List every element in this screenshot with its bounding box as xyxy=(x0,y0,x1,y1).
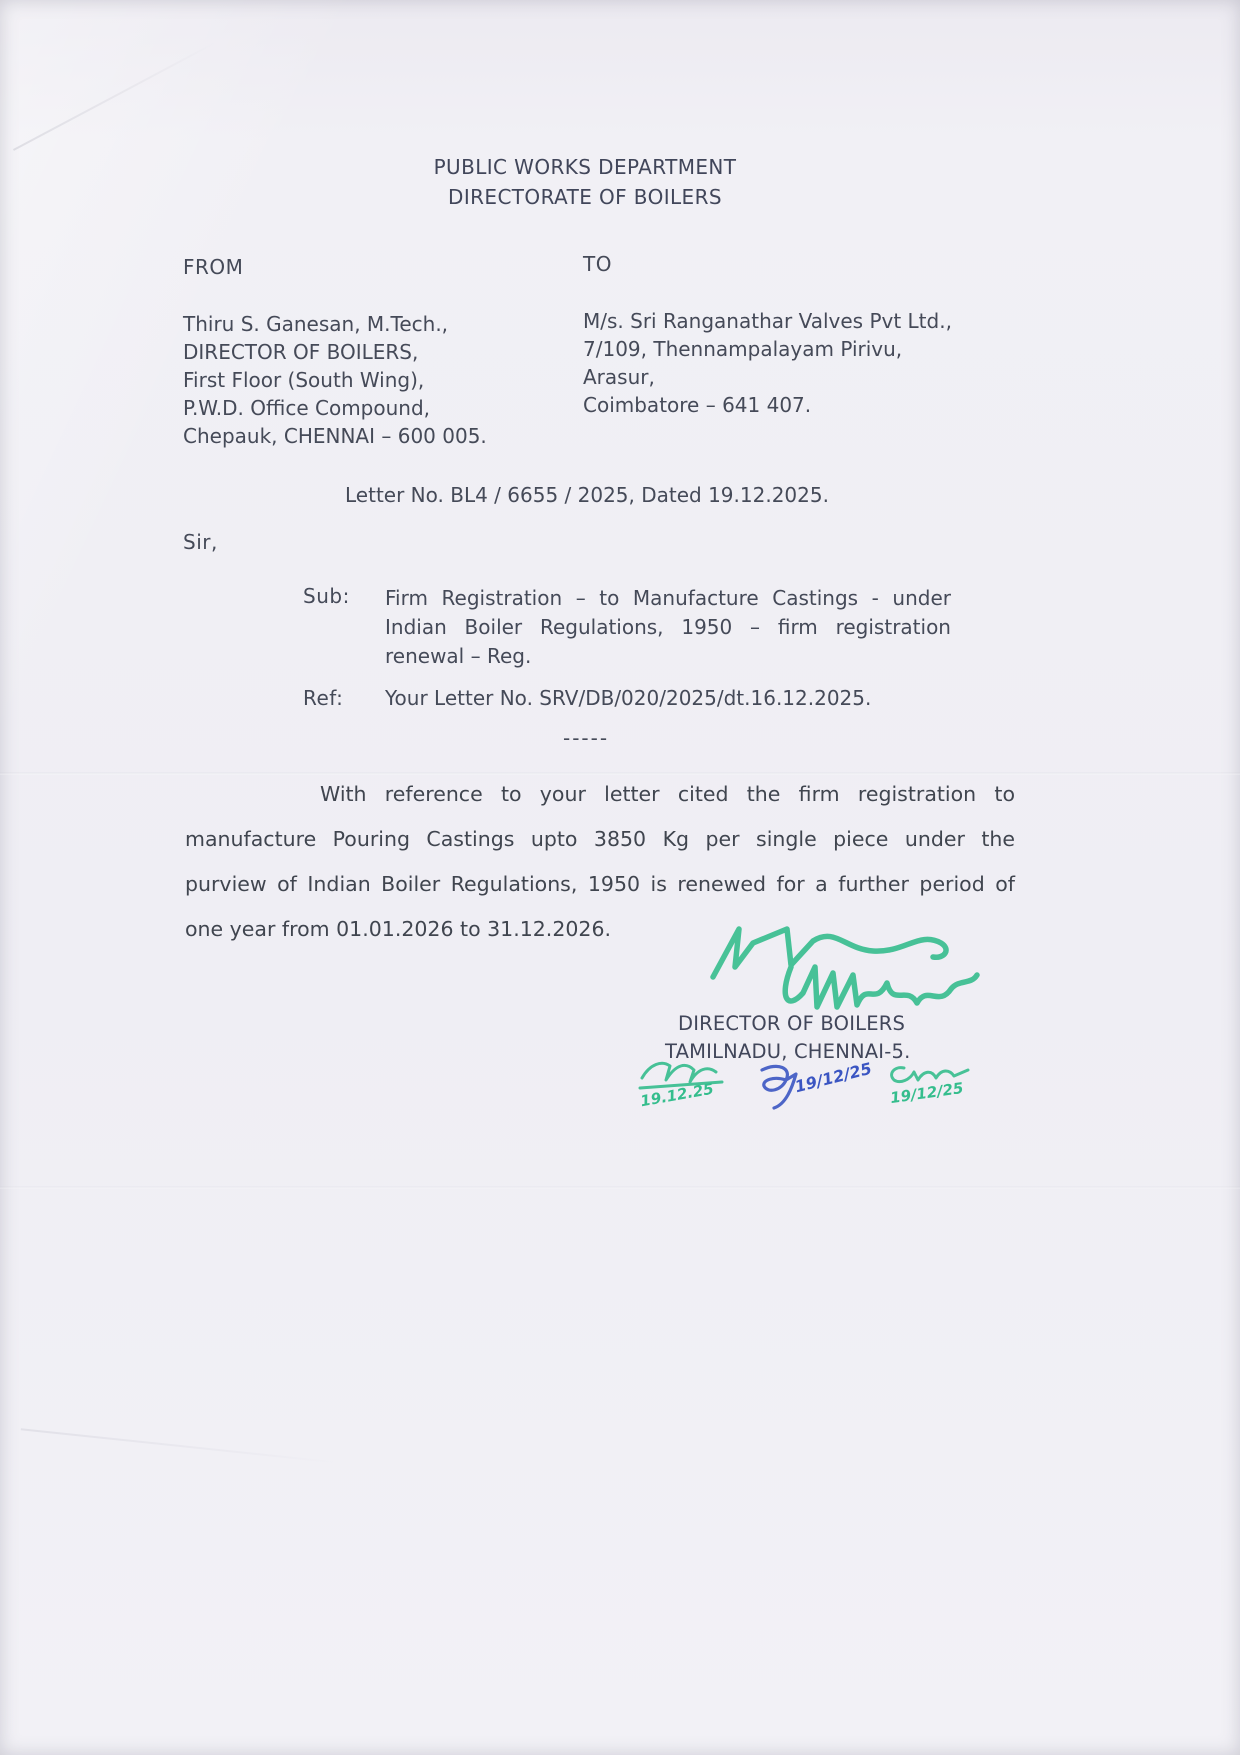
paper-crease xyxy=(21,1428,339,1463)
signatory-location: TAMILNADU, CHENNAI-5. xyxy=(665,1040,911,1063)
body-line: With reference to your letter cited the firm registration to xyxy=(320,782,1015,806)
directorate-title: DIRECTORATE OF BOILERS xyxy=(448,185,722,209)
reference-label: Ref: xyxy=(303,686,344,710)
initials-left-date: 19.12.25 xyxy=(638,1079,716,1111)
subject-line: renewal – Reg. xyxy=(385,644,532,668)
initials-middle-date: 19/12/25 xyxy=(792,1058,874,1097)
to-label: TO xyxy=(583,252,612,276)
director-signature xyxy=(695,915,995,1020)
signatory-title: DIRECTOR OF BOILERS xyxy=(678,1012,906,1035)
body-line: manufacture Pouring Castings upto 3850 Kg per single piece under the xyxy=(185,827,1015,851)
initials-middle xyxy=(752,1058,874,1110)
subject-text xyxy=(385,584,951,671)
department-title: PUBLIC WORKS DEPARTMENT xyxy=(433,155,737,179)
from-address-line: Chepauk, CHENNAI – 600 005. xyxy=(183,424,487,448)
from-address-line: P.W.D. Office Compound, xyxy=(183,396,431,420)
subject-label: Sub: xyxy=(303,584,350,608)
from-label: FROM xyxy=(183,255,244,279)
to-address-line: Coimbatore – 641 407. xyxy=(583,393,812,417)
to-address xyxy=(583,307,952,419)
signature-ink xyxy=(695,915,995,1020)
body-line: one year from 01.01.2026 to 31.12.2026. xyxy=(185,917,612,941)
to-address-line: M/s. Sri Ranganathar Valves Pvt Ltd., xyxy=(583,309,952,333)
subject-line: Indian Boiler Regulations, 1950 – firm registration xyxy=(385,615,951,639)
letter-number-line: Letter No. BL4 / 6655 / 2025, Dated 19.12.2025. xyxy=(345,483,829,507)
to-address-line: Arasur, xyxy=(583,365,655,389)
initials-left xyxy=(636,1056,726,1111)
to-address-line: 7/109, Thennampalayam Pirivu, xyxy=(583,337,903,361)
from-address xyxy=(183,310,487,450)
letterhead xyxy=(0,152,1170,212)
separator-dashes: ----- xyxy=(563,726,610,750)
from-address-line: Thiru S. Ganesan, M.Tech., xyxy=(183,312,449,336)
reference-text: Your Letter No. SRV/DB/020/2025/dt.16.12.2025. xyxy=(385,686,872,710)
from-address-line: First Floor (South Wing), xyxy=(183,368,425,392)
salutation: Sir, xyxy=(183,530,218,554)
initials-right-date: 19/12/25 xyxy=(889,1078,965,1108)
paper-crease xyxy=(13,41,217,151)
paper-crease xyxy=(0,1186,1240,1189)
initials-right xyxy=(884,1060,974,1108)
body-line: purview of Indian Boiler Regulations, 1950 is renewed for a further period of xyxy=(185,872,1015,896)
from-address-line: DIRECTOR OF BOILERS, xyxy=(183,340,419,364)
subject-line: Firm Registration – to Manufacture Castings - under xyxy=(385,586,951,610)
